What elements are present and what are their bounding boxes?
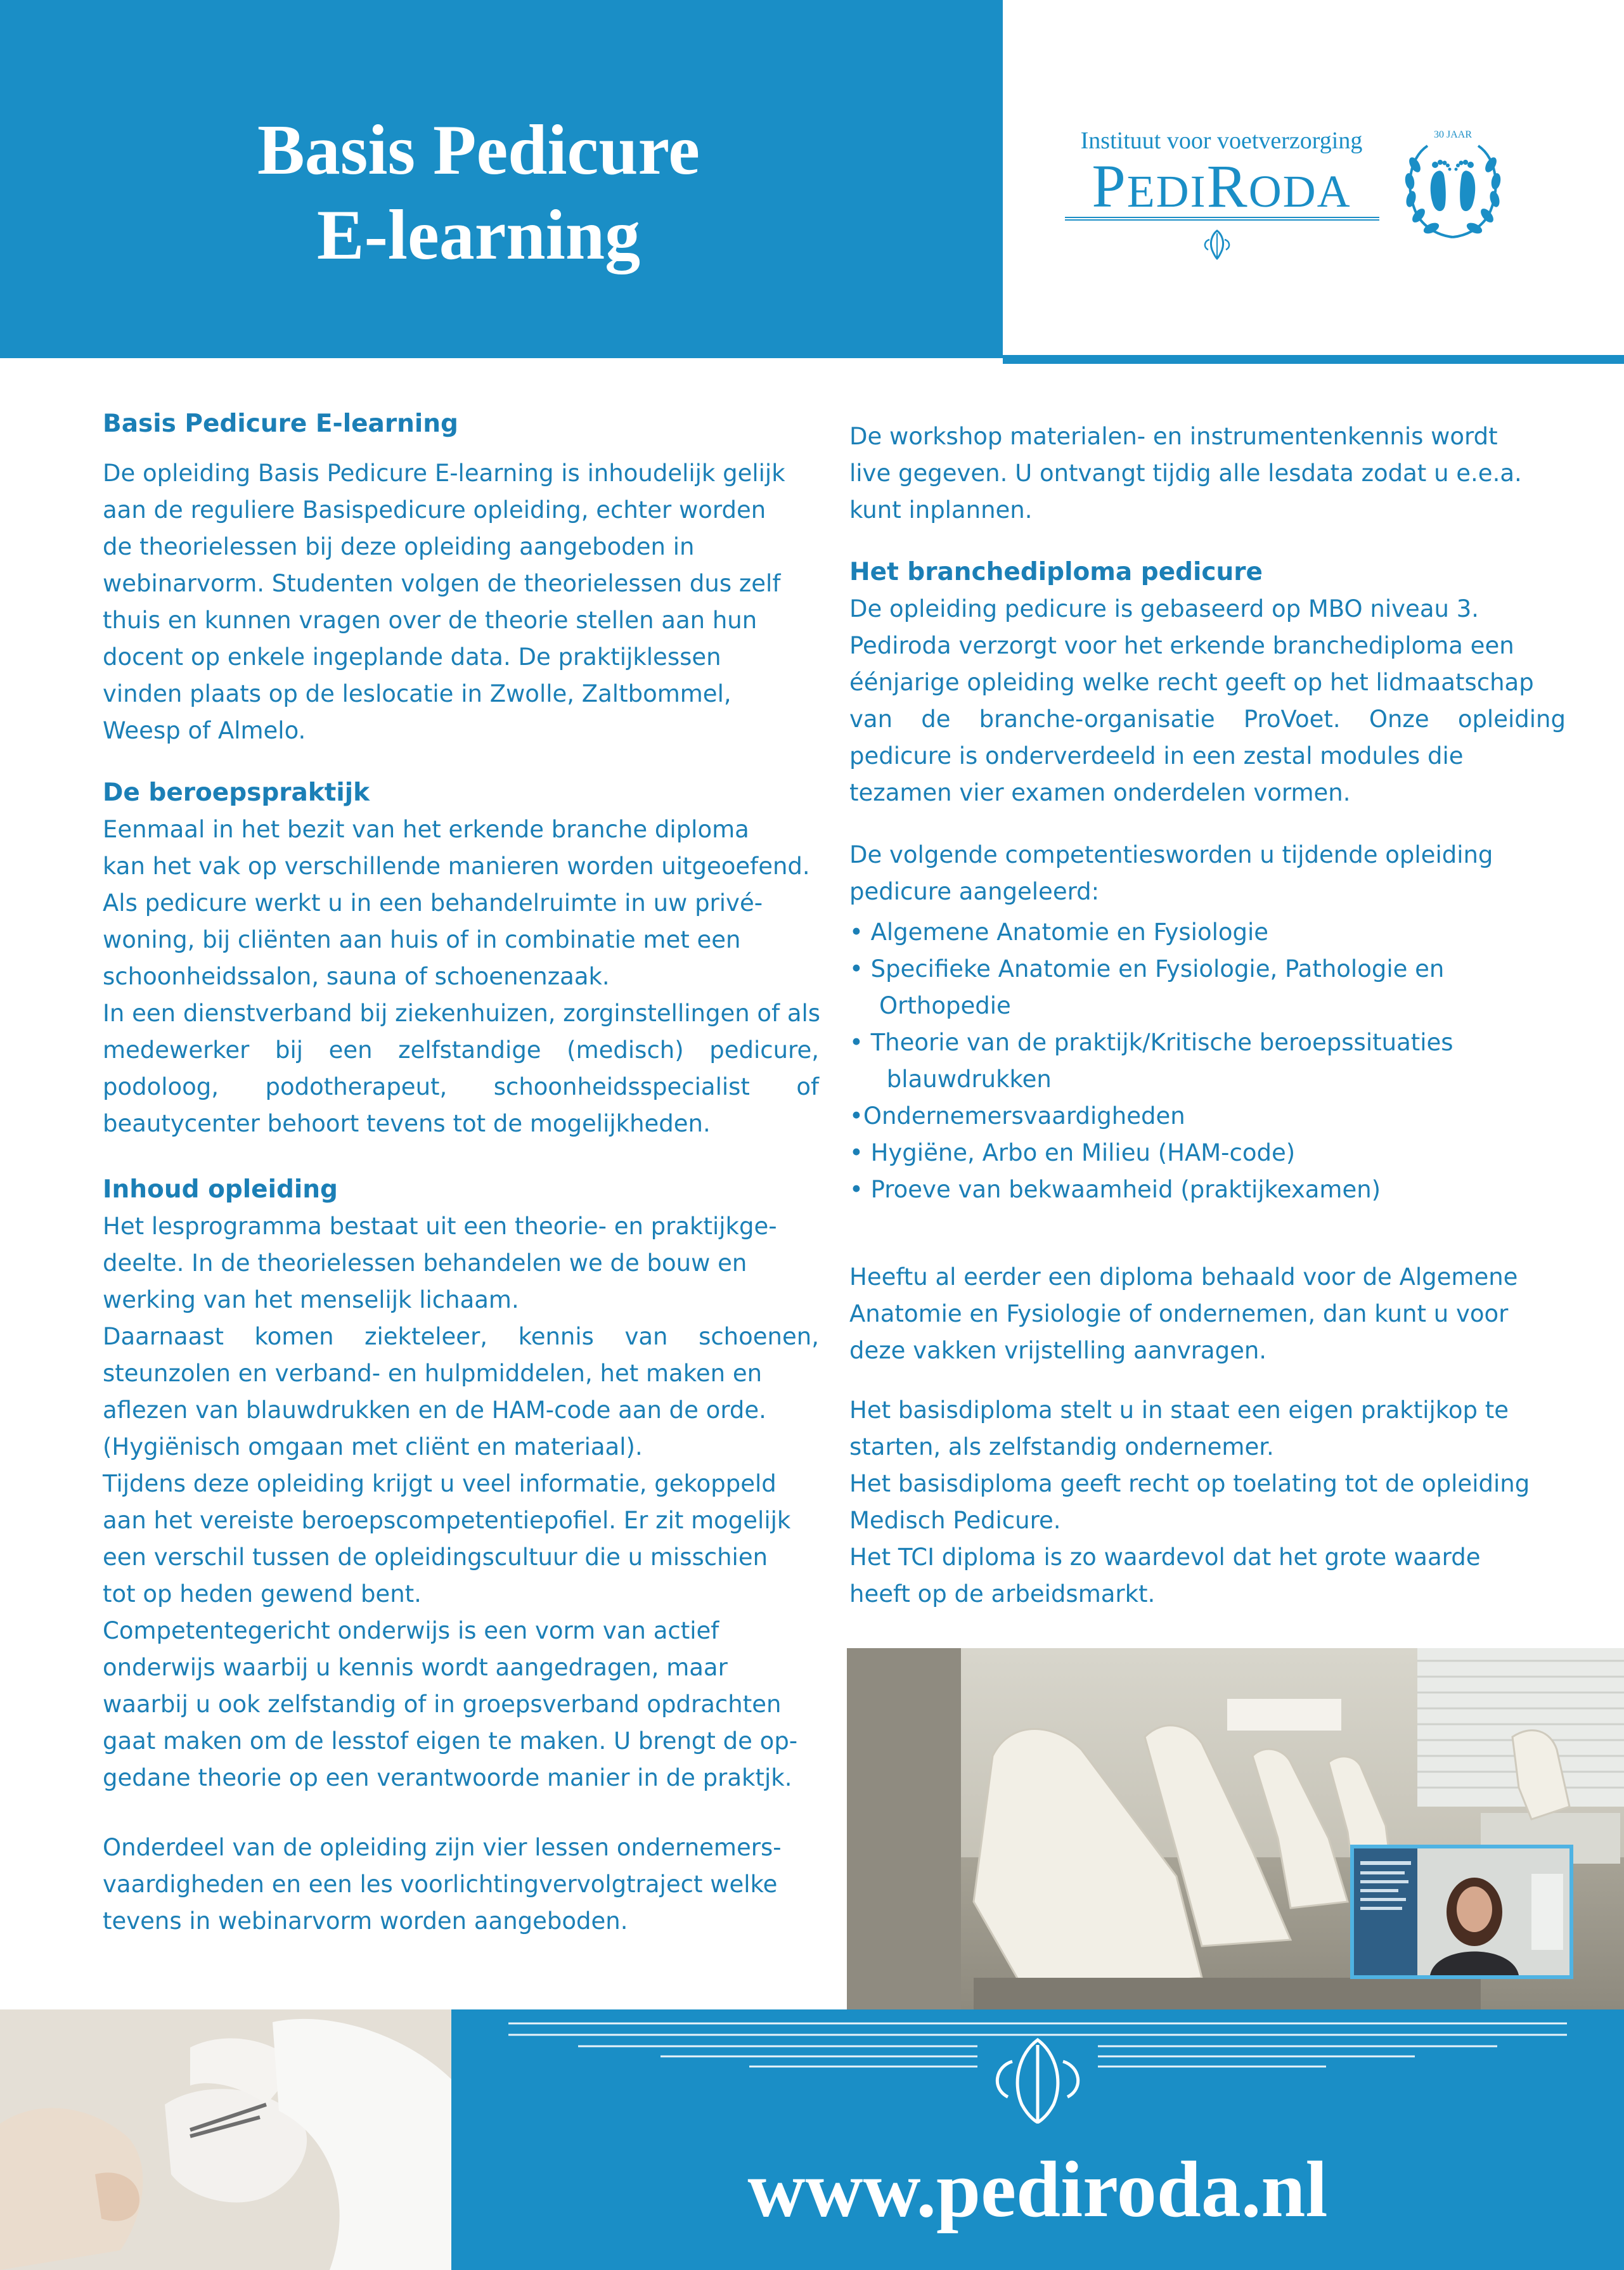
text-line: schoonheidssalon, sauna of schoenenzaak. xyxy=(103,963,610,990)
footer-band xyxy=(451,2009,1624,2270)
text-line: Heeftu al eerder een diploma behaald voor de Algemene xyxy=(849,1263,1518,1291)
section-text-onderdeel xyxy=(103,1829,819,1940)
text-line: Onderdeel van de opleiding zijn vier lessen ondernemers- xyxy=(103,1834,782,1861)
text-line: Het basisdiploma stelt u in staat een eigen praktijkop te xyxy=(849,1396,1509,1424)
section-text-beroepspraktijk xyxy=(103,811,819,1142)
text-line: Tijdens deze opleiding krijgt u veel informatie, gekoppeld xyxy=(103,1470,777,1497)
word: komen xyxy=(254,1323,334,1350)
text-line: pedicure aangeleerd: xyxy=(849,878,1100,905)
text-line: kan het vak op verschillende manieren worden uitgeoefend. xyxy=(103,853,810,880)
text-line: éénjarige opleiding welke recht geeft op het lidmaatschap xyxy=(849,669,1534,696)
text-line-justified xyxy=(849,701,1566,738)
pediroda-logo xyxy=(1060,120,1567,266)
webinar-video-image xyxy=(1354,1848,1569,1975)
text-line: Medisch Pedicure. xyxy=(849,1507,1061,1534)
text-line: waarbij u ook zelfstandig of in groepsverband opdrachten xyxy=(103,1691,782,1718)
text-line: aan het vereiste beroepscompetentiepofiel. Er zit mogelijk xyxy=(103,1507,791,1534)
emblem-30-jaar: 30 JAAR xyxy=(1433,129,1472,140)
word: branche-organisatie xyxy=(979,706,1215,733)
text-line: tevens in webinarvorm worden aangeboden. xyxy=(103,1907,628,1935)
text-line: gaat maken om de lesstof eigen te maken. U brengt de op- xyxy=(103,1727,798,1755)
text-line: heeft op de arbeidsmarkt. xyxy=(849,1580,1156,1608)
list-item: • Specifieke Anatomie en Fysiologie, Pathologie en xyxy=(849,955,1445,983)
word: een xyxy=(328,1036,373,1064)
text-line: thuis en kunnen vragen over de theorie stellen aan hun xyxy=(103,607,757,634)
text-line: beautycenter behoort tevens tot de mogelijkheden. xyxy=(103,1110,711,1137)
website-url[interactable]: www.pediroda.nl xyxy=(747,2146,1328,2234)
word: van xyxy=(849,706,893,733)
text-line: vinden plaats op de leslocatie in Zwolle, Zaltbommel, xyxy=(103,680,731,707)
text-line: Het lesprogramma bestaat uit een theorie- en praktijkge- xyxy=(103,1213,777,1240)
text-line: (Hygiënisch omgaan met cliënt en materiaal). xyxy=(103,1433,643,1461)
text-line: aflezen van blauwdrukken en de HAM-code aan de orde. xyxy=(103,1396,766,1424)
text-line: steunzolen en verband- en hulpmiddelen, het maken en xyxy=(103,1360,763,1387)
text-line: webinarvorm. Studenten volgen de theorielessen dus zelf xyxy=(103,570,781,597)
text-line: tot op heden gewend bent. xyxy=(103,1580,422,1608)
list-item: • Algemene Anatomie en Fysiologie xyxy=(849,919,1269,946)
word: medewerker xyxy=(103,1036,250,1064)
list-item: • Proeve van bekwaamheid (praktijkexamen) xyxy=(849,1176,1381,1203)
page-title-line1: Basis Pedicure xyxy=(257,111,700,190)
text-line: deelte. In de theorielessen behandelen we de bouw en xyxy=(103,1249,747,1277)
text-line: De volgende competentiesworden u tijdende opleiding xyxy=(849,841,1493,868)
word: zelfstandige xyxy=(398,1036,541,1064)
word: podoloog, xyxy=(103,1073,219,1100)
text-line: pedicure is onderverdeeld in een zestal modules die xyxy=(849,742,1464,770)
text-line: De opleiding pedicure is gebaseerd op MBO niveau 3. xyxy=(849,595,1479,622)
pedicure-treatment-photo xyxy=(0,2009,451,2270)
logo-name-oda: ODA xyxy=(1248,166,1351,217)
logo-rule xyxy=(1065,217,1379,221)
word: ProVoet. xyxy=(1243,706,1341,733)
text-line: Eenmaal in het bezit van het erkende branche diploma xyxy=(103,816,749,843)
footer-ornament-icon xyxy=(483,2009,1592,2124)
word: podotherapeut, xyxy=(265,1073,448,1100)
section-heading-branchediploma: Het branchediploma pedicure xyxy=(849,558,1263,586)
word: schoonheidsspecialist xyxy=(493,1073,750,1100)
list-item: blauwdrukken xyxy=(849,1066,1052,1093)
section-text-inhoud xyxy=(103,1208,819,1796)
word: opleiding xyxy=(1457,706,1566,733)
logo-tagline: Instituut voor voetverzorging xyxy=(1080,127,1363,154)
section-text-branchediploma xyxy=(849,591,1566,811)
right-column xyxy=(849,418,1566,1613)
text-line: Pediroda verzorgt voor het erkende branchediploma een xyxy=(849,632,1514,659)
text-line: starten, als zelfstandig ondernemer. xyxy=(849,1433,1274,1461)
word: schoenen, xyxy=(699,1323,819,1350)
word: van xyxy=(624,1323,668,1350)
text-line: woning, bij cliënten aan huis of in combinatie met een xyxy=(103,926,741,953)
section-heading-beroepspraktijk: De beroepspraktijk xyxy=(103,778,370,807)
text-line: de theorielessen bij deze opleiding aangeboden in xyxy=(103,533,695,560)
section-heading-inhoud: Inhoud opleiding xyxy=(103,1175,338,1204)
list-item: •Ondernemersvaardigheden xyxy=(849,1102,1185,1130)
pedicure-treatment-image xyxy=(0,2009,451,2270)
text-line: werking van het menselijk lichaam. xyxy=(103,1286,519,1313)
text-line-justified xyxy=(103,1032,819,1069)
word: bij xyxy=(274,1036,304,1064)
text-line: Anatomie en Fysiologie of ondernemen, dan kunt u voor xyxy=(849,1300,1509,1327)
word: de xyxy=(921,706,951,733)
text-line: De opleiding Basis Pedicure E-learning is inhoudelijk gelijk xyxy=(103,460,785,487)
page-title-line2: E-learning xyxy=(316,196,641,274)
word: (medisch) xyxy=(567,1036,684,1064)
list-item: • Hygiëne, Arbo en Milieu (HAM-code) xyxy=(849,1139,1296,1166)
list-item: Orthopedie xyxy=(849,992,1011,1019)
logo-name-r: R xyxy=(1206,152,1249,220)
section-heading-basis: Basis Pedicure E-learning xyxy=(103,410,458,438)
text-line: Weesp of Almelo. xyxy=(103,717,306,744)
section-text-vrijstelling xyxy=(849,1259,1566,1369)
word: Onze xyxy=(1369,706,1429,733)
section-text-basis xyxy=(103,455,819,749)
text-line: live gegeven. U ontvangt tijdig alle lesdata zodat u e.e.a. xyxy=(849,460,1522,487)
text-line: aan de reguliere Basispedicure opleiding, echter worden xyxy=(103,496,766,524)
page-title xyxy=(114,108,843,278)
word: of xyxy=(796,1073,819,1100)
list-item: • Theorie van de praktijk/Kritische beroepssituaties xyxy=(849,1029,1453,1056)
logo-name-edi: EDI xyxy=(1126,166,1207,217)
text-line: De workshop materialen- en instrumentenkennis wordt xyxy=(849,423,1498,450)
section-text-basisdiploma xyxy=(849,1392,1566,1613)
header-rule xyxy=(1003,355,1624,364)
text-line-justified xyxy=(103,1319,819,1355)
webinar-video-inset xyxy=(1350,1845,1573,1979)
text-line: Competentegericht onderwijs is een vorm van actief xyxy=(103,1617,719,1644)
section-text-workshop xyxy=(849,418,1566,529)
competentie-list xyxy=(849,914,1566,1208)
logo-name xyxy=(1060,152,1383,223)
text-line: Als pedicure werkt u in een behandelruimte in uw privé- xyxy=(103,889,763,917)
text-line: docent op enkele ingeplande data. De praktijklessen xyxy=(103,643,721,671)
word: pedicure, xyxy=(709,1036,819,1064)
text-line: tezamen vier examen onderdelen vormen. xyxy=(849,779,1351,806)
text-line: vaardigheden en een les voorlichtingvervolgtraject welke xyxy=(103,1871,778,1898)
text-line: deze vakken vrijstelling aanvragen. xyxy=(849,1337,1267,1364)
butterfly-ornament-icon xyxy=(1198,227,1236,262)
logo-name-p: P xyxy=(1092,152,1127,220)
text-line: een verschil tussen de opleidingscultuur die u misschien xyxy=(103,1544,768,1571)
text-line: In een dienstverband bij ziekenhuizen, zorginstellingen of als xyxy=(103,1000,821,1027)
word: ziekteleer, xyxy=(364,1323,488,1350)
word: kennis xyxy=(518,1323,594,1350)
section-text-competenties xyxy=(849,837,1566,910)
text-line: kunt inplannen. xyxy=(849,496,1033,524)
text-line-justified xyxy=(103,1069,819,1106)
word: Daarnaast xyxy=(103,1323,224,1350)
text-line: onderwijs waarbij u kennis wordt aangedragen, maar xyxy=(103,1654,728,1681)
text-line: Het basisdiploma geeft recht op toelating tot de opleiding xyxy=(849,1470,1530,1497)
text-line: gedane theorie op een verantwoorde manier in de praktjk. xyxy=(103,1764,792,1791)
text-line: Het TCI diploma is zo waardevol dat het grote waarde xyxy=(849,1544,1481,1571)
left-column xyxy=(103,406,819,1940)
